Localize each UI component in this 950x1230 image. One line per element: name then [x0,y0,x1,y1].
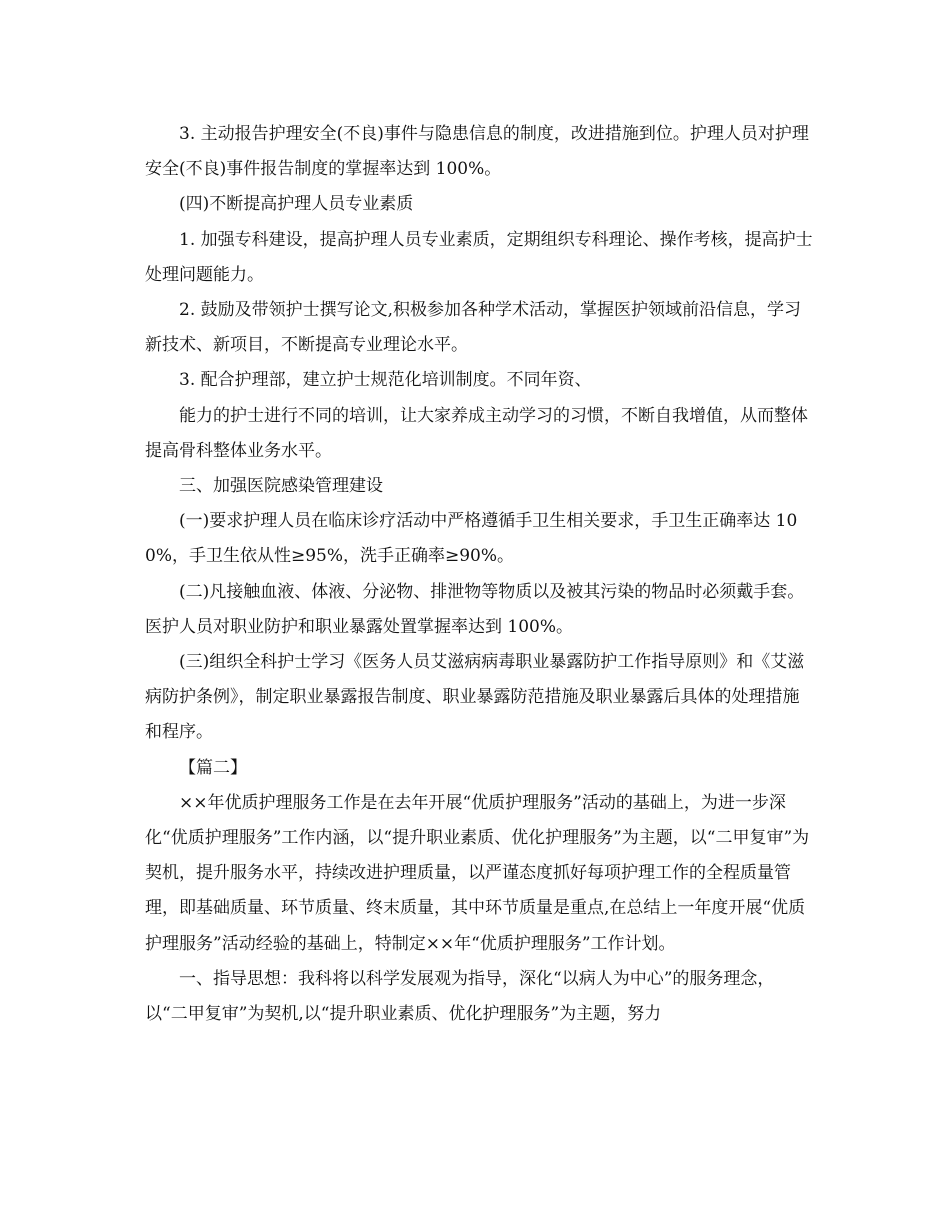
paragraph: 3. 配合护理部，建立护士规范化培训制度。不同年资、 [179,370,592,391]
part-heading: 【篇二】 [179,757,247,778]
paragraph: (一)要求护理人员在临床诊疗活动中严格遵循手卫生相关要求，手卫生正确率达 100%，手卫生依从性≥95%，洗手正确率≥90%。 [145,511,798,567]
paragraph: (三)组织全科护士学习《医务人员艾滋病病毒职业暴露防护工作指导原则》和《艾滋病防护条例》，制定职业暴露报告制度、职业暴露防范措施及职业暴露后具体的处理措施和程序。 [145,652,805,743]
paragraph: 3. 主动报告护理安全(不良)事件与隐患信息的制度，改进措施到位。护理人员对护理安全(不良)事件报告制度的掌握率达到 100%。 [145,124,809,180]
document-body [145,117,815,1032]
paragraph: 1. 加强专科建设，提高护理人员专业素质，定期组织专科理论、操作考核，提高护士处理问题能力。 [145,229,813,285]
paragraph: (二)凡接触血液、体液、分泌物、排泄物等物质以及被其污染的物品时必须戴手套。医护人员对职业防护和职业暴露处置掌握率达到 100%。 [145,581,805,637]
paragraph: 2. 鼓励及带领护士撰写论文,积极参加各种学术活动，掌握医护领域前沿信息，学习新技术、新项目，不断提高专业理论水平。 [145,300,802,356]
section-heading: 三、加强医院感染管理建设 [179,476,383,497]
section-heading: (四)不断提高护理人员专业素质 [179,194,414,215]
paragraph: ××年优质护理服务工作是在去年开展“优质护理服务”活动的基础上，为进一步深化“优质护理服务”工作内涵，以“提升职业素质、优化护理服务”为主题，以“二甲复审”为契机，提升服务水平，持续改进护理质量，以严谨态度抓好每项护理工作的全程质量管理，即基础质量、环节质量、终末质量，其中环节质量是重点,在总结上一年度开展“优质护理服务”活动经验的基础上，特制定××年“优质护理服务”工作计划。 [145,792,810,954]
paragraph: 一、指导思想：我科将以科学发展观为指导，深化“以病人为中心”的服务理念，以“二甲复审”为契机,以“提升职业素质、优化护理服务”为主题，努力 [145,968,775,1025]
paragraph: 能力的护士进行不同的培训，让大家养成主动学习的习惯，不断自我增值，从而整体提高骨科整体业务水平。 [145,405,808,461]
